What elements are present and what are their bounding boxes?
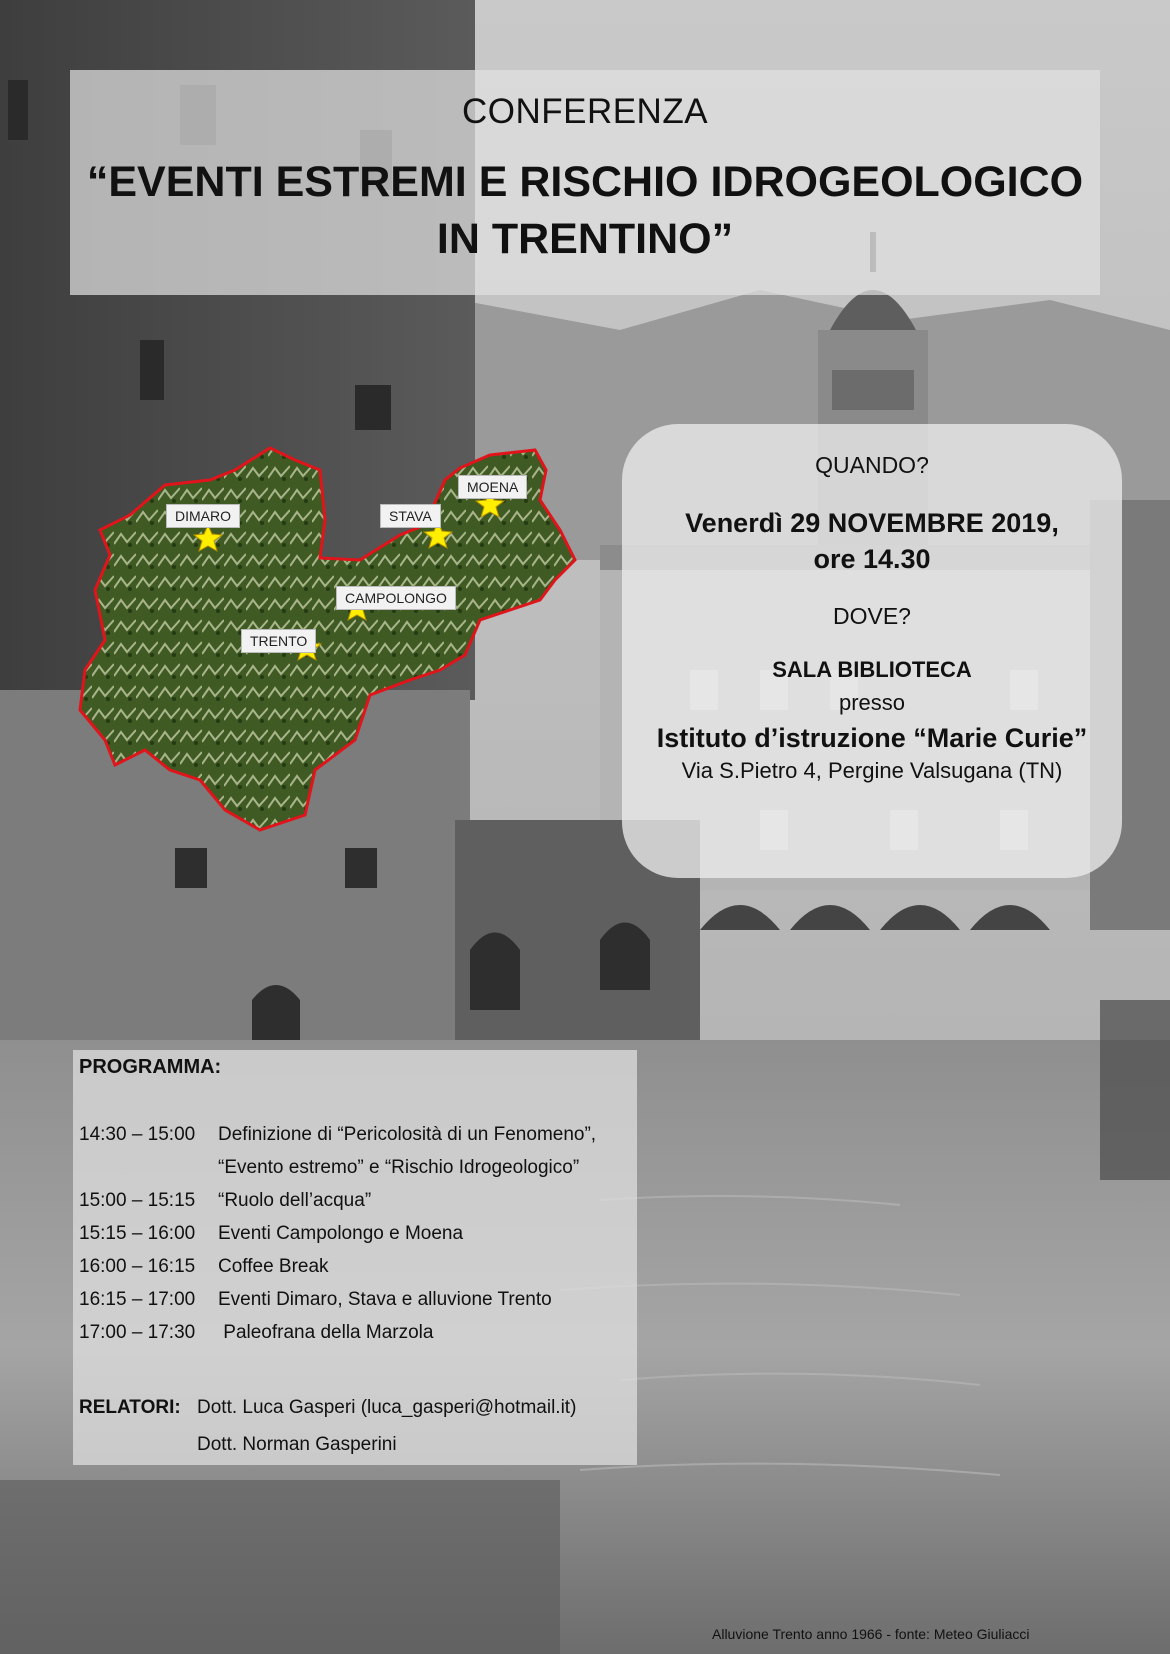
when-heading: QUANDO? bbox=[815, 452, 929, 478]
program-item bbox=[79, 1256, 329, 1278]
program-item bbox=[79, 1322, 433, 1344]
title-line-1: “EVENTI ESTREMI E RISCHIO IDROGEOLOGICO bbox=[86, 158, 1084, 206]
title-line-2: IN TRENTINO” bbox=[436, 215, 734, 263]
conference-title bbox=[70, 154, 1100, 268]
speaker-1: Dott. Luca Gasperi (luca_gasperi@hotmail.it) bbox=[197, 1397, 577, 1418]
title-panel bbox=[70, 70, 1100, 295]
program-time: 14:30 – 15:00 bbox=[79, 1124, 196, 1145]
map-label-trento: TRENTO bbox=[241, 629, 316, 653]
event-info-panel bbox=[622, 424, 1122, 878]
where-heading: DOVE? bbox=[833, 603, 911, 629]
venue-presso: presso bbox=[838, 690, 906, 715]
program-item bbox=[79, 1190, 371, 1212]
venue-name: SALA BIBLIOTECA bbox=[772, 657, 972, 682]
program-time: 17:00 – 17:30 bbox=[79, 1322, 196, 1343]
date-line-2: ore 14.30 bbox=[813, 544, 931, 574]
program-panel bbox=[73, 1050, 637, 1465]
program-text: Eventi Campolongo e Moena bbox=[218, 1223, 464, 1244]
map-label-campolongo: CAMPOLONGO bbox=[336, 586, 456, 610]
trentino-region bbox=[80, 448, 575, 830]
program-text: Eventi Dimaro, Stava e alluvione Trento bbox=[218, 1289, 552, 1310]
event-date bbox=[622, 505, 1122, 577]
program-text: “Evento estremo” e “Rischio Idrogeologico” bbox=[218, 1157, 580, 1178]
speakers-heading: RELATORI: bbox=[79, 1397, 181, 1418]
trentino-map bbox=[70, 440, 610, 890]
program-heading: PROGRAMMA: bbox=[79, 1056, 222, 1078]
speaker-2: Dott. Norman Gasperini bbox=[197, 1434, 397, 1455]
program-text: Coffee Break bbox=[218, 1256, 329, 1277]
institute-name: Istituto d’istruzione “Marie Curie” bbox=[656, 723, 1088, 753]
date-line-1: Venerdì 29 NOVEMBRE 2019, bbox=[685, 508, 1059, 538]
photo-caption: Alluvione Trento anno 1966 - fonte: Meteo Giuliacci bbox=[712, 1626, 1030, 1642]
map-label-stava: STAVA bbox=[380, 504, 441, 528]
map-label-moena: MOENA bbox=[458, 475, 527, 499]
program-item bbox=[79, 1223, 463, 1245]
program-item bbox=[79, 1124, 596, 1146]
program-text: “Ruolo dell’acqua” bbox=[218, 1190, 372, 1211]
program-text: Paleofrana della Marzola bbox=[218, 1322, 434, 1343]
program-time: 16:00 – 16:15 bbox=[79, 1256, 196, 1277]
program-time: 15:00 – 15:15 bbox=[79, 1190, 196, 1211]
program-time: 15:15 – 16:00 bbox=[79, 1223, 196, 1244]
program-time: 16:15 – 17:00 bbox=[79, 1289, 196, 1310]
program-item bbox=[79, 1157, 579, 1179]
program-text: Definizione di “Pericolosità di un Fenomeno”, bbox=[218, 1124, 597, 1145]
conference-label: CONFERENZA bbox=[461, 92, 709, 131]
venue-address: Via S.Pietro 4, Pergine Valsugana (TN) bbox=[681, 758, 1063, 783]
program-item bbox=[79, 1289, 552, 1311]
map-label-dimaro: DIMARO bbox=[166, 504, 240, 528]
